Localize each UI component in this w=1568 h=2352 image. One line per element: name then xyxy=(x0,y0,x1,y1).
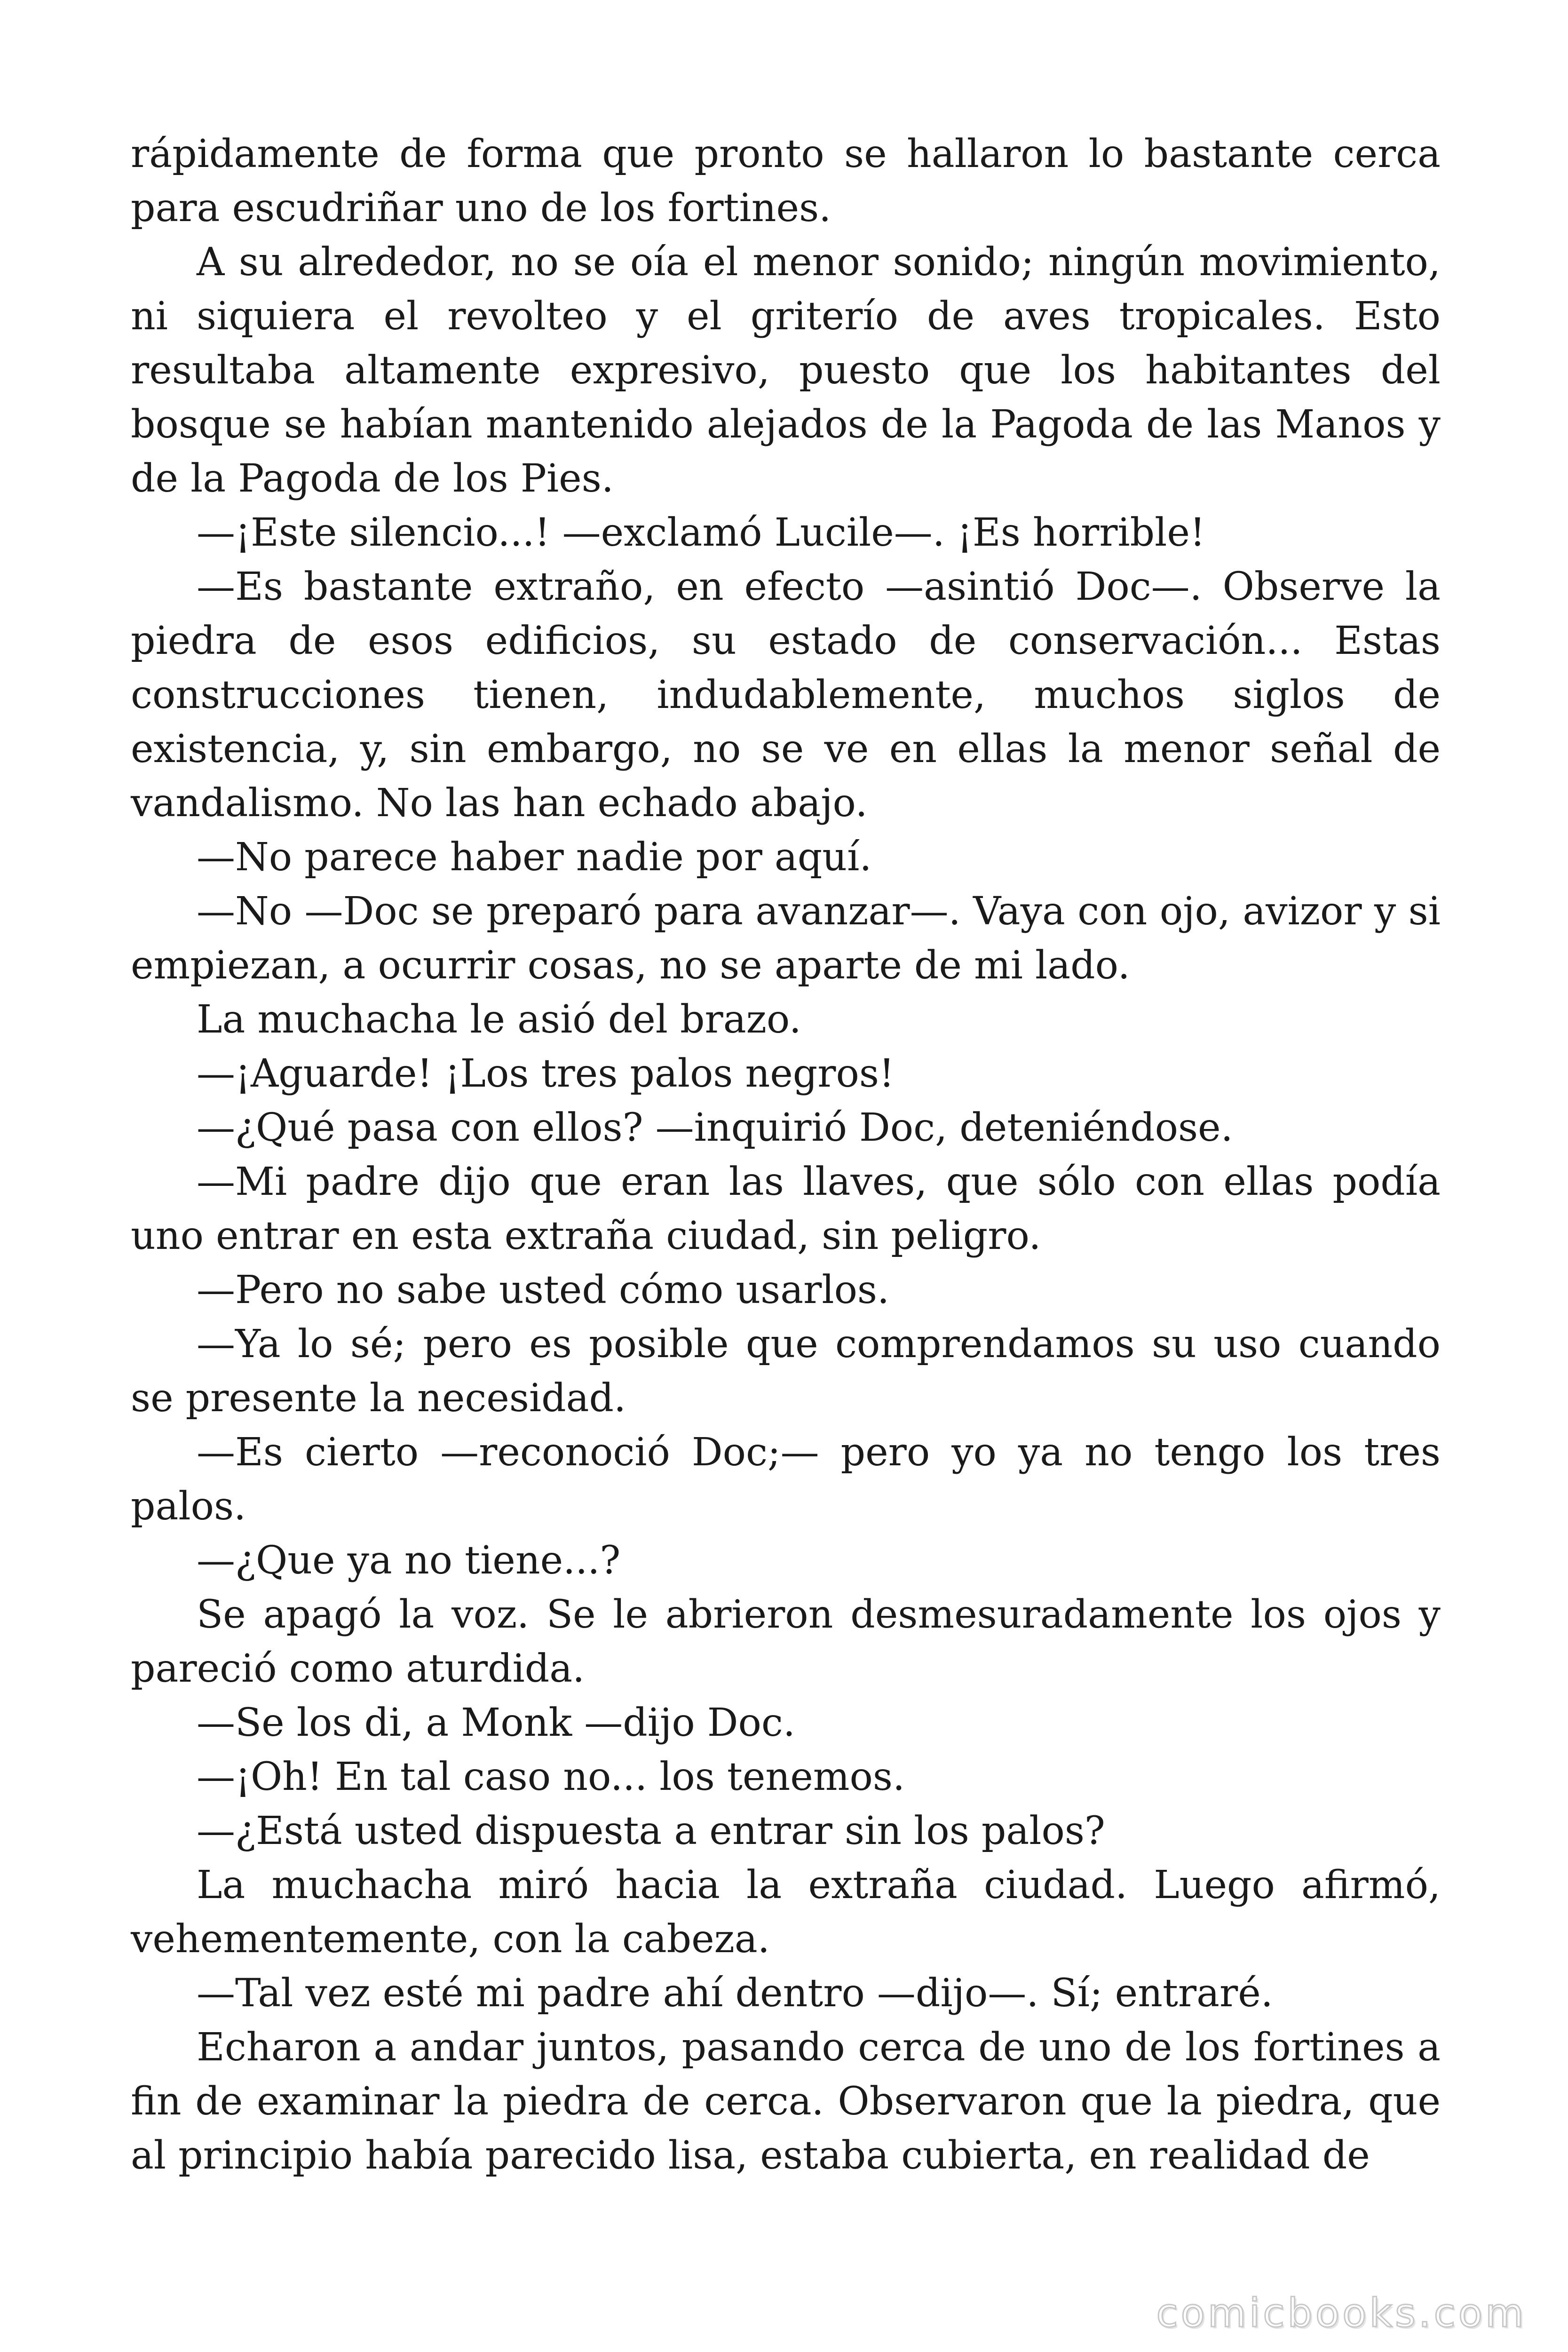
paragraph: A su alrededor, no se oía el menor sonido; ningún movimiento, ni siquiera el revolteo y el griterío de aves tropicales. Esto resultaba altamente expresivo, puesto que los habitantes del bosque se habían mantenido alejados de la Pagoda de las Manos y de la Pagoda de los Pies. xyxy=(131,240,1441,501)
paragraph: La muchacha miró hacia la extraña ciudad. Luego afirmó, vehementemente, con la cabeza. xyxy=(131,1863,1441,1962)
paragraph: Echaron a andar juntos, pasando cerca de uno de los fortines a fin de examinar la piedra de cerca. Observaron que la piedra, que al principio había parecido lisa, estaba cubierta, en realidad de xyxy=(131,2025,1441,2178)
paragraph: rápidamente de forma que pronto se hallaron lo bastante cerca para escudriñar uno de los fortines. xyxy=(131,132,1441,230)
paragraph: —No parece haber nadie por aquí. xyxy=(197,835,872,880)
paragraph: —Pero no sabe usted cómo usarlos. xyxy=(197,1268,890,1312)
paragraph: —¡Este silencio...! —exclamó Lucile—. ¡Es horrible! xyxy=(197,510,1205,555)
paragraph: —Es cierto —reconoció Doc;— pero yo ya no tengo los tres palos. xyxy=(131,1430,1441,1529)
paragraph: —¿Que ya no tiene...? xyxy=(197,1538,621,1583)
paragraph: —Es bastante extraño, en efecto —asintió Doc—. Observe la piedra de esos edificios, su estado de conservación... Estas construcciones tienen, indudablemente, muchos siglos de existencia, y, sin embargo, no se ve en ellas la menor señal de vandalismo. No las han echado abajo. xyxy=(131,564,1441,826)
paragraph: —Tal vez esté mi padre ahí dentro —dijo—. Sí; entraré. xyxy=(197,1971,1273,2016)
paragraph: —No —Doc se preparó para avanzar—. Vaya con ojo, avizor y si empiezan, a ocurrir cosas, no se aparte de mi lado. xyxy=(131,889,1441,988)
paragraph: —Se los di, a Monk —dijo Doc. xyxy=(197,1700,795,1745)
paragraph: —Mi padre dijo que eran las llaves, que sólo con ellas podía uno entrar en esta extraña ciudad, sin peligro. xyxy=(131,1160,1441,1258)
paragraph: —¿Está usted dispuesta a entrar sin los palos? xyxy=(197,1809,1105,1853)
body-text xyxy=(131,127,1441,2183)
paragraph: Se apagó la voz. Se le abrieron desmesuradamente los ojos y pareció como aturdida. xyxy=(131,1592,1441,1691)
paragraph: —¿Qué pasa con ellos? —inquirió Doc, deteniéndose. xyxy=(197,1105,1233,1150)
watermark: comicbooks.com xyxy=(1156,2290,1527,2336)
paragraph: —Ya lo sé; pero es posible que comprendamos su uso cuando se presente la necesidad. xyxy=(131,1322,1441,1421)
paragraph: La muchacha le asió del brazo. xyxy=(197,997,801,1042)
paragraph: —¡Aguarde! ¡Los tres palos negros! xyxy=(197,1051,895,1096)
paragraph: —¡Oh! En tal caso no... los tenemos. xyxy=(197,1755,905,1799)
